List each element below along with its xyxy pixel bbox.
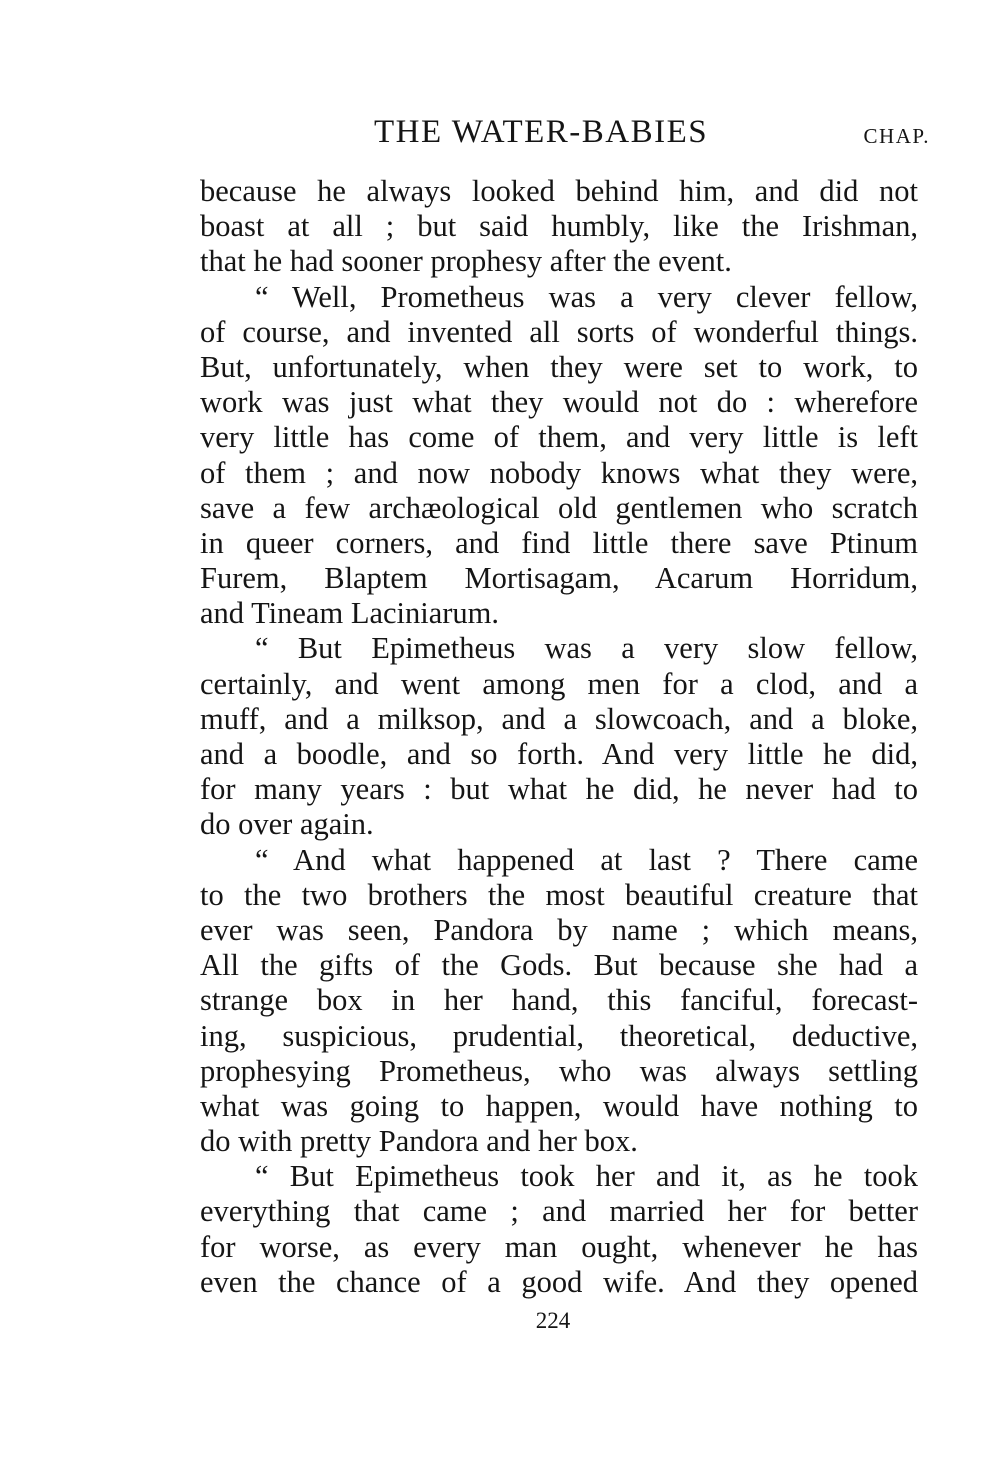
text-line: because he always looked behind him, and did not — [200, 174, 918, 208]
text-line: even the chance of a good wife. And they opened — [200, 1264, 918, 1299]
text-line: boast at all ; but said humbly, like the Irishman, — [200, 209, 918, 244]
page-number: 224 — [535, 1308, 571, 1333]
text-line: work was just what they would not do : wherefore — [200, 385, 918, 420]
text-line: muff, and a milksop, and a slowcoach, and a bloke, — [200, 701, 918, 736]
text-line: prophesying Prometheus, who was always settling — [200, 1053, 918, 1088]
text-line: ever was seen, Pandora by name ; which means, — [200, 912, 918, 947]
text-line: “ But Epimetheus was a very slow fellow, — [255, 631, 918, 666]
running-head — [200, 110, 930, 158]
text-line: strange box in her hand, this fanciful, forecast- — [200, 983, 918, 1018]
text-line: of course, and invented all sorts of wonderful things. — [200, 314, 918, 349]
text-line: of them ; and now nobody knows what they were, — [200, 455, 918, 490]
text-line: “ Well, Prometheus was a very clever fellow, — [255, 279, 918, 314]
text-line: But, unfortunately, when they were set to work, to — [200, 349, 918, 384]
text-line: Furem, Blaptem Mortisagam, Acarum Horridum, — [200, 561, 918, 596]
text-line: and Tineam Laciniarum. — [200, 596, 500, 631]
text-line: certainly, and went among men for a clod, and a — [200, 666, 918, 701]
book-title: THE WATER-BABIES — [374, 114, 709, 150]
text-line: for worse, as every man ought, whenever he has — [200, 1229, 918, 1264]
text-line: what was going to happen, would have nothing to — [200, 1088, 918, 1123]
text-line: that he had sooner prophesy after the event. — [200, 244, 732, 279]
text-line: and a boodle, and so forth. And very little he did, — [200, 737, 918, 771]
text-line: to the two brothers the most beautiful creature that — [200, 877, 918, 912]
chapter-label: CHAP. — [863, 124, 930, 148]
body-text — [200, 174, 918, 1300]
text-line: “ But Epimetheus took her and it, as he took — [255, 1159, 918, 1194]
text-line: for many years : but what he did, he never had to — [200, 772, 918, 807]
text-line: in queer corners, and find little there save Ptinum — [200, 525, 918, 560]
text-line: do over again. — [200, 807, 374, 842]
text-line: everything that came ; and married her for better — [200, 1194, 918, 1229]
text-line: “ And what happened at last ? There came — [255, 842, 918, 877]
text-line: save a few archæological old gentlemen who scratch — [200, 490, 918, 525]
text-line: ing, suspicious, prudential, theoretical, deductive, — [200, 1018, 918, 1053]
text-line: All the gifts of the Gods. But because she had a — [200, 948, 918, 983]
text-line: do with pretty Pandora and her box. — [200, 1124, 638, 1159]
text-line: very little has come of them, and very little is left — [200, 420, 918, 455]
